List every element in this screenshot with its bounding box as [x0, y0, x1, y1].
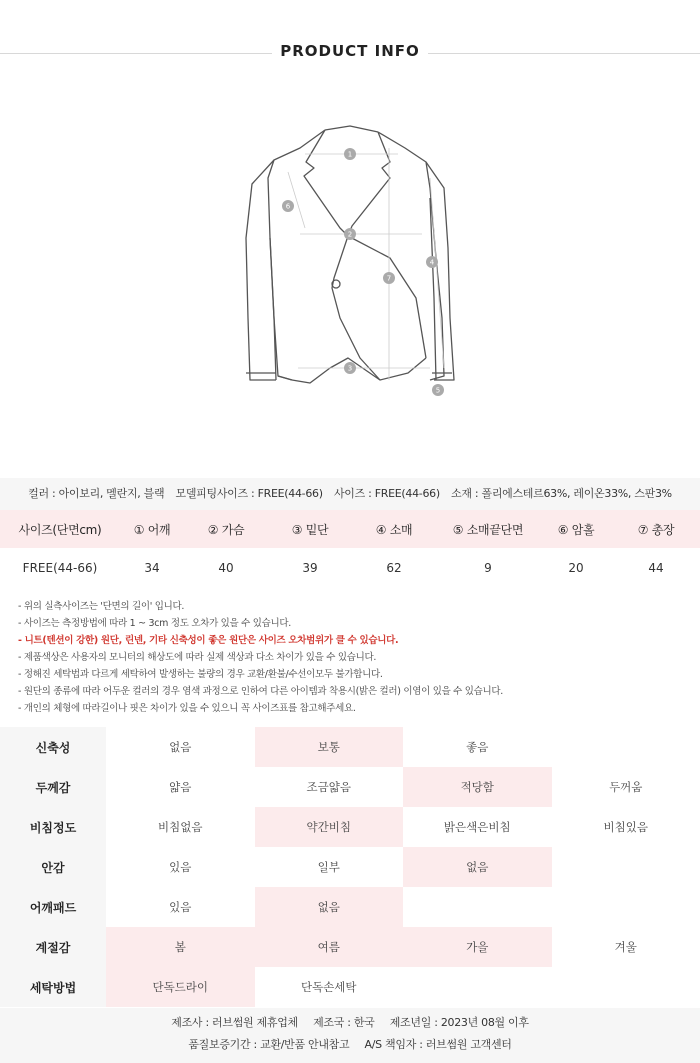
divider-left [0, 53, 272, 54]
feature-option: 단독드라이 [106, 967, 255, 1007]
size-header-cell: ⑤ 소매끝단면 [436, 510, 540, 548]
feature-label: 안감 [0, 847, 106, 887]
notes-list [18, 598, 688, 717]
feature-label: 세탁방법 [0, 967, 106, 1007]
feature-option: 단독손세탁 [300, 980, 357, 994]
feature-option: 좋음 [466, 740, 489, 754]
feature-label: 어깨패드 [0, 887, 106, 927]
color-info: 컬러 : 아이보리, 멜란지, 블랙 [28, 487, 165, 500]
feature-option: 밝은색은비침 [443, 820, 511, 834]
footer-line-2 [0, 1034, 700, 1056]
marker-6-label: 6 [285, 202, 291, 211]
feature-table [0, 727, 700, 1007]
feature-row [0, 927, 700, 967]
feature-option [552, 847, 700, 887]
divider-right [428, 53, 700, 54]
size-cell: 40 [218, 561, 234, 575]
feature-option [552, 727, 700, 767]
size-info: 사이즈 : FREE(44-66) [333, 487, 440, 500]
marker-1-label: 1 [347, 150, 353, 159]
feature-label: 신축성 [0, 727, 106, 767]
size-header-cell: ③ 밑단 [268, 510, 352, 548]
feature-option: 비침있음 [603, 820, 648, 834]
size-header-cell: ⑦ 총장 [612, 510, 700, 548]
note-item: - 개인의 체형에 따라길이나 핏은 차이가 있을 수 있으니 꼭 사이즈표를 참고해주세요. [18, 703, 356, 714]
feature-option: 봄 [106, 927, 255, 967]
footer [0, 1008, 700, 1063]
jacket-measurement-illustration [230, 118, 470, 413]
feature-row [0, 887, 700, 927]
feature-option: 겨울 [614, 940, 637, 954]
size-cell: 34 [144, 561, 160, 575]
marker-3-label: 3 [347, 364, 353, 373]
note-item: - 제품색상은 사용자의 모니터의 해상도에 따라 실제 색상과 다소 차이가 있을 수 있습니다. [18, 652, 377, 663]
size-header-cell: ① 어깨 [120, 510, 184, 548]
feature-option: 있음 [169, 860, 192, 874]
note-item-warning: - 니트(텐션이 강한) 원단, 린넨, 기타 신축성이 좋은 원단은 사이즈 오차범위가 클 수 있습니다. [18, 635, 399, 646]
size-cell: 44 [648, 561, 664, 575]
model-size-info: 모델피팅사이즈 : FREE(44-66) [175, 487, 323, 500]
feature-row [0, 847, 700, 887]
feature-option [552, 967, 700, 1007]
size-cell: 62 [386, 561, 402, 575]
size-cell: 39 [302, 561, 318, 575]
date-info: 제조년일 : 2023년 08월 이후 [389, 1016, 529, 1029]
marker-4-label: 4 [429, 258, 435, 267]
note-item: - 원단의 종류에 따라 어두운 컬러의 경우 염색 과정으로 인하여 다른 아이템과 착용시(밝은 컬러) 이염이 있을 수 있습니다. [18, 686, 503, 697]
warranty-info: 품질보증기간 : 교환/반품 안내참고 [188, 1038, 350, 1051]
material-info: 소재 : 폴리에스테르63%, 레이온33%, 스판3% [451, 487, 672, 500]
size-table-header [0, 510, 700, 548]
feature-option: 있음 [169, 900, 192, 914]
feature-row [0, 727, 700, 767]
note-item: - 사이즈는 측정방법에 따라 1 ~ 3cm 정도 오차가 있을 수 있습니다. [18, 618, 291, 629]
feature-label: 계절감 [0, 927, 106, 967]
country-info: 제조국 : 한국 [313, 1016, 375, 1029]
size-cell: 20 [568, 561, 584, 575]
as-info: A/S 책임자 : 러브썸원 고객센터 [364, 1038, 512, 1051]
page-title: PRODUCT INFO [280, 42, 420, 60]
feature-option: 두꺼움 [609, 780, 643, 794]
size-table [0, 510, 700, 588]
note-item: - 위의 실측사이즈는 '단면의 길이' 입니다. [18, 601, 185, 612]
feature-label: 비침정도 [0, 807, 106, 847]
size-header-cell: 사이즈(단면cm) [0, 510, 120, 548]
feature-option: 조금얇음 [306, 780, 351, 794]
size-header-cell: ④ 소매 [352, 510, 436, 548]
note-item: - 정해진 세탁법과 다르게 세탁하여 발생하는 불량의 경우 교환/환불/수선이모두 불가합니다. [18, 669, 383, 680]
maker-info: 제조사 : 러브썸원 제휴업체 [171, 1016, 298, 1029]
size-header-cell: ⑥ 암홀 [540, 510, 612, 548]
feature-row [0, 767, 700, 807]
feature-option [403, 887, 552, 927]
feature-option [552, 887, 700, 927]
feature-option: 약간비침 [255, 807, 404, 847]
feature-option: 얇음 [169, 780, 192, 794]
feature-option: 일부 [317, 860, 340, 874]
size-cell: 9 [484, 561, 492, 575]
feature-option: 비침없음 [158, 820, 203, 834]
marker-2-label: 2 [347, 230, 353, 239]
feature-row [0, 807, 700, 847]
section-header [0, 38, 700, 68]
product-info-bar [0, 478, 700, 510]
feature-row [0, 967, 700, 1007]
footer-line-1 [0, 1012, 700, 1034]
table-row [0, 548, 700, 588]
feature-option: 여름 [255, 927, 404, 967]
feature-option [403, 967, 552, 1007]
feature-option: 없음 [169, 740, 192, 754]
feature-label: 두께감 [0, 767, 106, 807]
size-header-cell: ② 가슴 [184, 510, 268, 548]
feature-option: 보통 [255, 727, 404, 767]
marker-7-label: 7 [386, 274, 392, 283]
feature-option: 가을 [403, 927, 552, 967]
size-cell: FREE(44-66) [22, 561, 98, 575]
feature-option: 없음 [255, 887, 404, 927]
marker-5-label: 5 [435, 386, 441, 395]
feature-option: 적당함 [403, 767, 552, 807]
feature-option: 없음 [403, 847, 552, 887]
